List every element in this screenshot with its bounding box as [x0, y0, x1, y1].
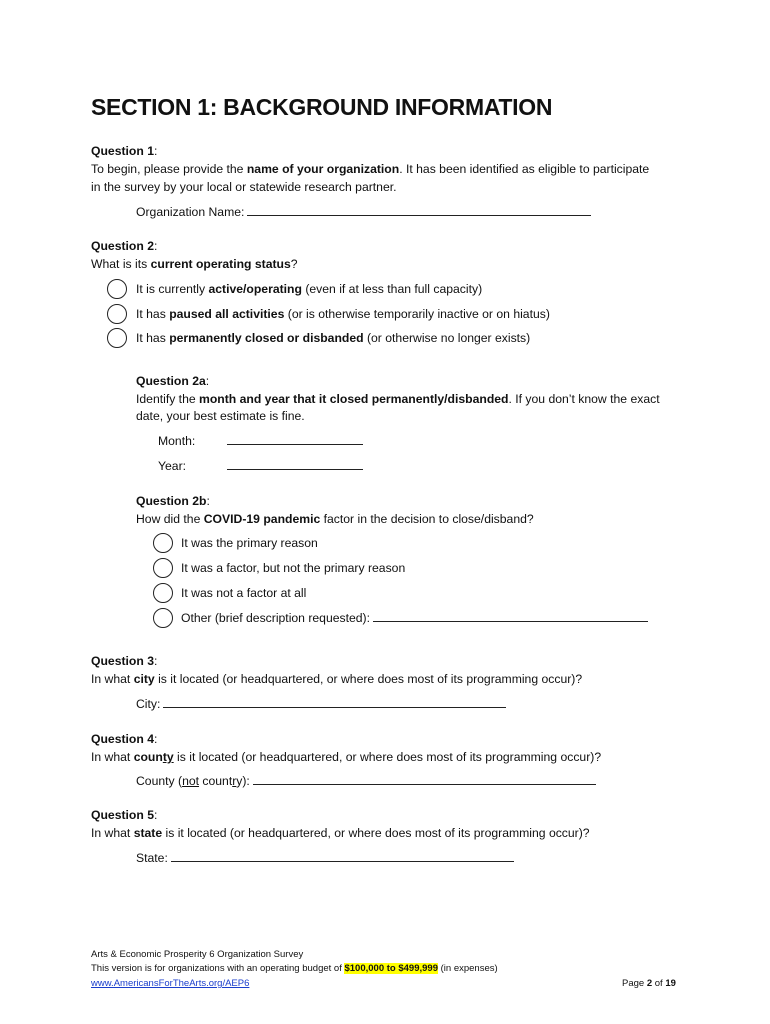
year-field[interactable] [227, 457, 363, 475]
county-field[interactable] [136, 772, 596, 790]
state-label: State: [136, 851, 168, 865]
section-title: SECTION 1: BACKGROUND INFORMATION [91, 94, 553, 120]
question-2-text: What is its current operating status? [91, 257, 298, 271]
page-number: Page 2 of 19 [622, 978, 676, 989]
organization-name-label: Organization Name: [136, 205, 245, 219]
question-1-text-cont: in the survey by your local or statewide research partner. [91, 180, 397, 194]
year-line[interactable] [227, 457, 363, 470]
organization-name-line[interactable] [247, 203, 591, 216]
footer-website-link[interactable]: www.AmericansForTheArts.org/AEP6 [91, 978, 250, 989]
county-label: County (not country): [136, 774, 250, 788]
month-line[interactable] [227, 432, 363, 445]
question-4-text: In what county is it located (or headquartered, or where does most of its programming occur)? [91, 750, 602, 764]
city-line[interactable] [163, 695, 506, 708]
city-field[interactable] [136, 695, 506, 713]
status-paused-label: It has paused all activities (or is otherwise temporarily inactive or on hiatus) [136, 307, 550, 321]
city-label: City: [136, 697, 161, 711]
question-1-text: To begin, please provide the name of your organization. It has been identified as eligible to participate [91, 162, 650, 176]
organization-name-field[interactable] [136, 203, 591, 221]
status-closed-radio[interactable] [107, 328, 127, 348]
status-closed-label: It has permanently closed or disbanded (or otherwise no longer exists) [136, 331, 531, 345]
budget-highlight: $100,000 to $499,999 [344, 963, 438, 974]
footer-budget-note: This version is for organizations with an operating budget of $100,000 to $499,999 (in expenses) [91, 963, 498, 974]
question-4-label: Question 4: [91, 732, 158, 746]
covid-primary-label: It was the primary reason [181, 536, 318, 550]
question-1-label: Question 1: [91, 144, 158, 158]
covid-other-label: Other (brief description requested): [181, 611, 370, 625]
question-2b-text: How did the COVID-19 pandemic factor in the decision to close/disband? [136, 512, 534, 526]
month-label: Month: [158, 434, 196, 448]
question-2a-text-cont: date, your best estimate is fine. [136, 409, 305, 423]
question-5-text: In what state is it located (or headquartered, or where does most of its programming occur)? [91, 826, 590, 840]
question-2-label: Question 2: [91, 239, 158, 253]
status-active-radio[interactable] [107, 279, 127, 299]
question-2a-label: Question 2a: [136, 374, 210, 388]
county-line[interactable] [253, 772, 596, 785]
covid-other-radio[interactable] [153, 608, 173, 628]
status-active-label: It is currently active/operating (even if at less than full capacity) [136, 282, 483, 296]
state-field[interactable] [136, 849, 514, 867]
covid-factor-radio[interactable] [153, 558, 173, 578]
covid-not-factor-label: It was not a factor at all [181, 586, 307, 600]
question-5-label: Question 5: [91, 808, 158, 822]
covid-other-field[interactable] [181, 609, 648, 627]
year-label: Year: [158, 459, 187, 473]
covid-primary-radio[interactable] [153, 533, 173, 553]
month-field[interactable] [227, 432, 363, 450]
question-2a-text: Identify the month and year that it closed permanently/disbanded. If you don’t know the exact [136, 392, 660, 406]
status-paused-radio[interactable] [107, 304, 127, 324]
state-line[interactable] [171, 849, 514, 862]
question-3-text: In what city is it located (or headquartered, or where does most of its programming occur)? [91, 672, 583, 686]
question-2b-label: Question 2b: [136, 494, 210, 508]
covid-factor-label: It was a factor, but not the primary reason [181, 561, 406, 575]
covid-other-line[interactable] [373, 609, 648, 622]
footer-survey-title: Arts & Economic Prosperity 6 Organization Survey [91, 949, 304, 960]
question-3-label: Question 3: [91, 654, 158, 668]
covid-not-factor-radio[interactable] [153, 583, 173, 603]
